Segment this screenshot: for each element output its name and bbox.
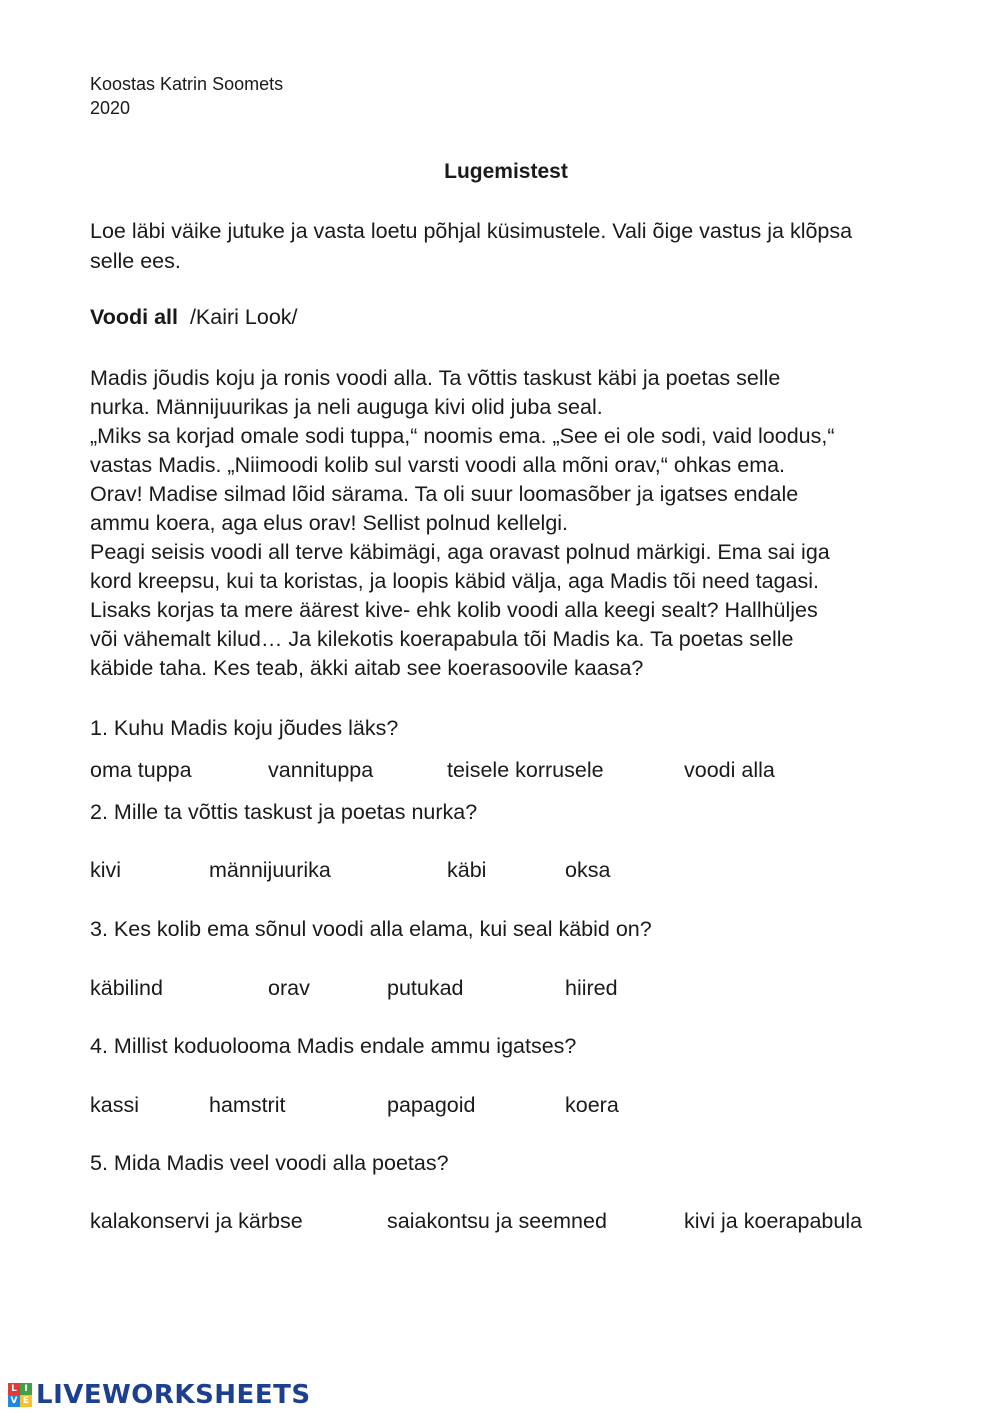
- story-line: kord kreepsu, kui ta koristas, ja loopis käbid välja, aga Madis tõi need tagasi.: [90, 569, 820, 593]
- logo-text: LIVEWORKSHEETS: [36, 1380, 311, 1410]
- q3-option-3[interactable]: putukad: [387, 976, 464, 1000]
- logo-mark-cell: I: [20, 1383, 32, 1395]
- q2-option-3[interactable]: käbi: [447, 858, 487, 882]
- q4-option-3[interactable]: papagoid: [387, 1093, 476, 1117]
- author-year: 2020: [90, 98, 131, 118]
- logo-icon: [8, 1383, 32, 1407]
- story-title: Voodi all: [90, 305, 178, 329]
- author-block: [90, 72, 283, 120]
- story-line: käbide taha. Kes teab, äkki aitab see koerasoovile kaasa?: [90, 656, 644, 680]
- q5-option-1[interactable]: kalakonservi ja kärbse: [90, 1209, 303, 1233]
- story-text: [90, 364, 835, 683]
- story-line: Madis jõudis koju ja ronis voodi alla. Ta võttis taskust käbi ja poetas selle: [90, 366, 781, 390]
- story-heading: [90, 305, 298, 330]
- q3-option-1[interactable]: käbilind: [90, 976, 163, 1000]
- q2-option-4[interactable]: oksa: [565, 858, 611, 882]
- question-3: 3. Kes kolib ema sõnul voodi alla elama, kui seal käbid on?: [90, 917, 652, 941]
- story-line: vastas Madis. „Niimoodi kolib sul varsti voodi alla mõni orav,“ ohkas ema.: [90, 453, 786, 477]
- q4-option-2[interactable]: hamstrit: [209, 1093, 286, 1117]
- q1-option-3[interactable]: teisele korrusele: [447, 758, 604, 782]
- story-line: Orav! Madise silmad lõid särama. Ta oli suur loomasõber ja igatses endale: [90, 482, 799, 506]
- question-2: 2. Mille ta võttis taskust ja poetas nurka?: [90, 800, 478, 824]
- question-5: 5. Mida Madis veel voodi alla poetas?: [90, 1151, 449, 1175]
- author-name: Koostas Katrin Soomets: [90, 74, 284, 94]
- q1-option-2[interactable]: vannituppa: [268, 758, 374, 782]
- liveworksheets-logo: [8, 1380, 311, 1410]
- q2-option-1[interactable]: kivi: [90, 858, 122, 882]
- story-line: „Miks sa korjad omale sodi tuppa,“ noomis ema. „See ei ole sodi, vaid loodus,“: [90, 424, 835, 448]
- q5-option-3[interactable]: kivi ja koerapabula: [684, 1209, 863, 1233]
- story-line: Peagi seisis voodi all terve käbimägi, aga oravast polnud märkigi. Ema sai iga: [90, 540, 830, 564]
- story-line: Lisaks korjas ta mere äärest kive- ehk kolib voodi alla keegi sealt? Hallhüljes: [90, 598, 818, 622]
- q3-option-2[interactable]: orav: [268, 976, 310, 1000]
- question-4: 4. Millist koduolooma Madis endale ammu igatses?: [90, 1034, 577, 1058]
- q3-option-4[interactable]: hiired: [565, 976, 618, 1000]
- q1-option-4[interactable]: voodi alla: [684, 758, 775, 782]
- logo-mark-cell: L: [8, 1383, 20, 1395]
- q4-option-1[interactable]: kassi: [90, 1093, 139, 1117]
- logo-mark-cell: V: [8, 1395, 20, 1407]
- q4-option-4[interactable]: koera: [565, 1093, 619, 1117]
- story-line: ammu koera, aga elus orav! Sellist polnud kellelgi.: [90, 511, 569, 535]
- question-1: 1. Kuhu Madis koju jõudes läks?: [90, 716, 399, 740]
- story-line: nurka. Männijuurikas ja neli auguga kivi olid juba seal.: [90, 395, 603, 419]
- page-title: Lugemistest: [444, 160, 568, 183]
- q1-option-1[interactable]: oma tuppa: [90, 758, 192, 782]
- story-author: /Kairi Look/: [189, 305, 298, 329]
- q5-option-2[interactable]: saiakontsu ja seemned: [387, 1209, 607, 1233]
- story-line: või vähemalt kilud… Ja kilekotis koerapabula tõi Madis ka. Ta poetas selle: [90, 627, 794, 651]
- q2-option-2[interactable]: männijuurika: [209, 858, 331, 882]
- instructions: Loe läbi väike jutuke ja vasta loetu põhjal küsimustele. Vali õige vastus ja klõpsa selle ees.: [90, 219, 853, 273]
- logo-mark-cell: E: [20, 1395, 32, 1407]
